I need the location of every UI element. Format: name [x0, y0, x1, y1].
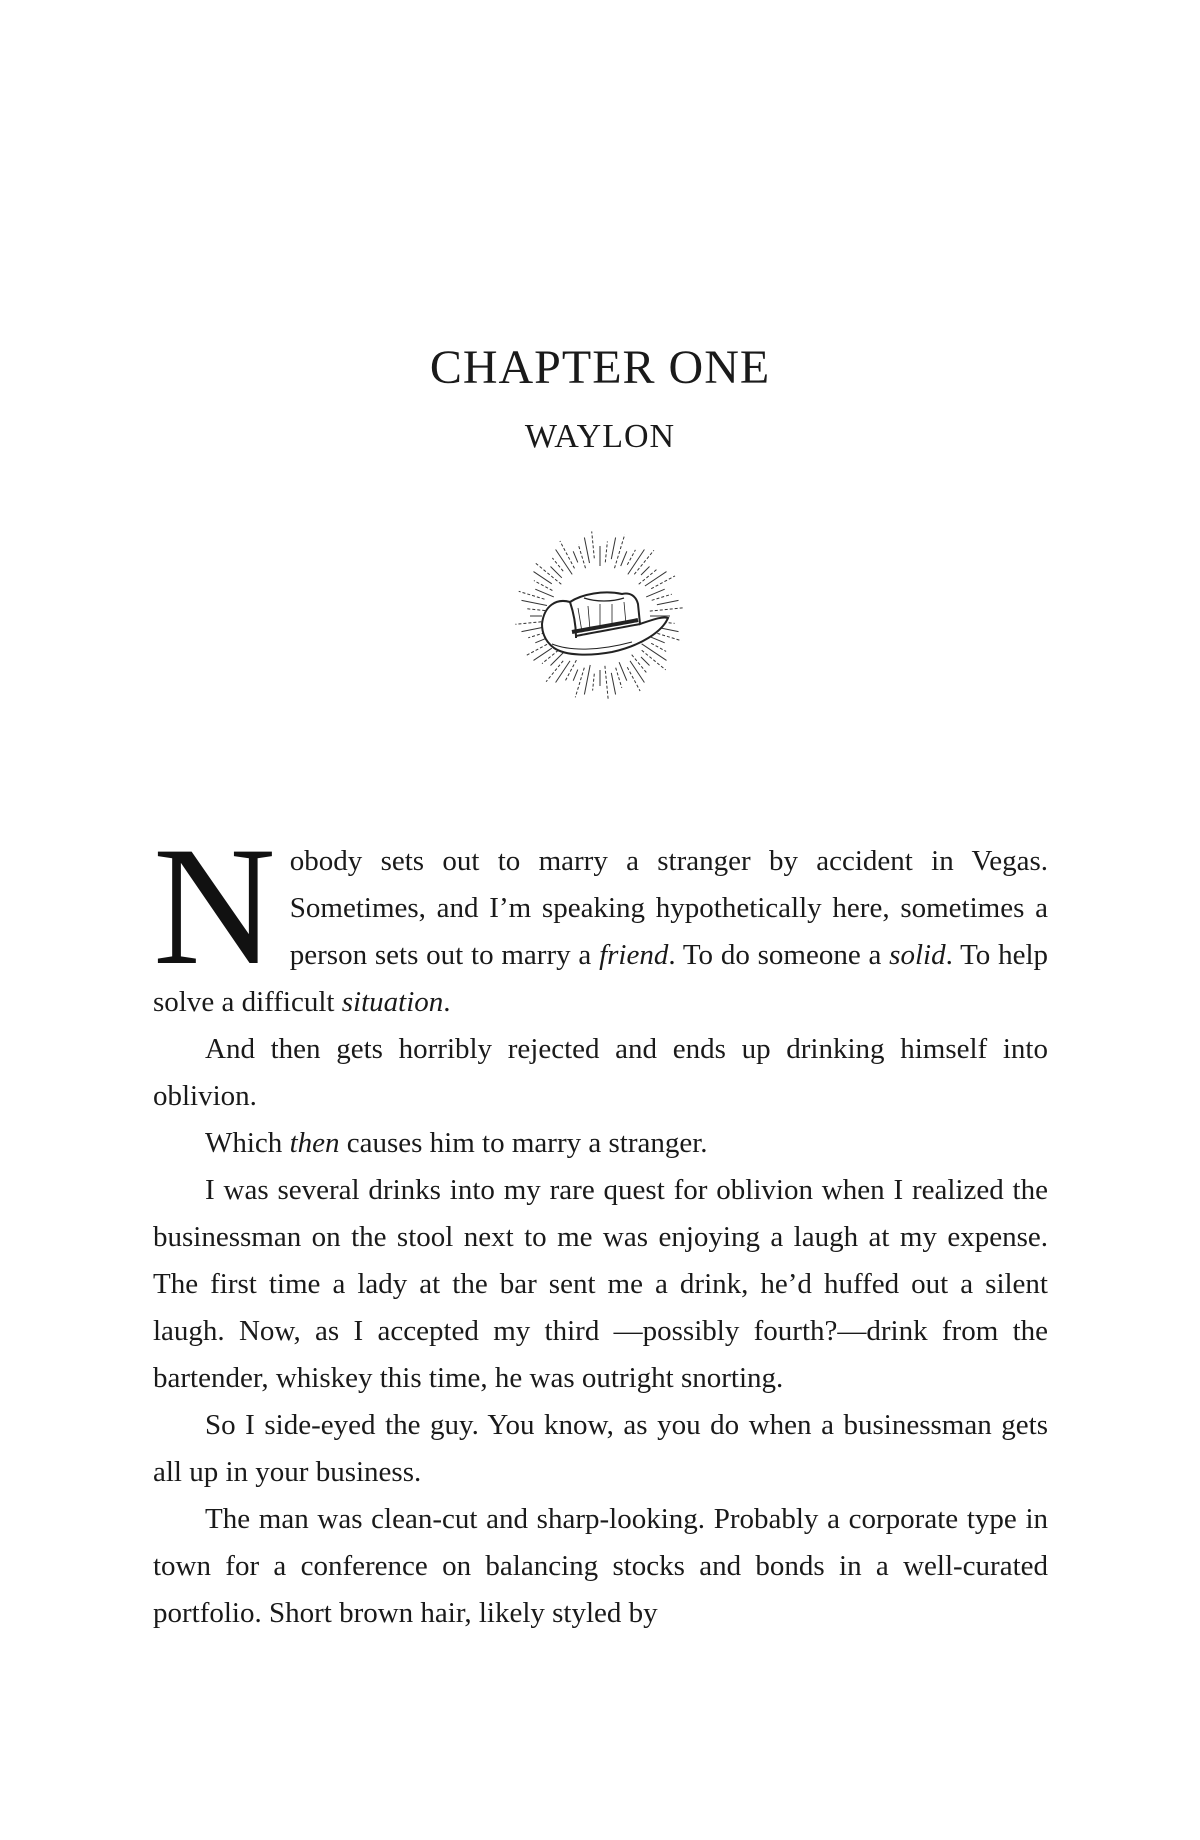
text-span: . To do someone a: [668, 939, 890, 971]
text-span: causes him to marry a stranger.: [339, 1127, 708, 1159]
emphasis: then: [289, 1127, 340, 1159]
emphasis: solid: [889, 939, 946, 971]
text-span: Which: [205, 1127, 290, 1159]
paragraph: And then gets horribly rejected and ends up drinking himself into oblivion.: [153, 1033, 1048, 1112]
cowboy-hat-icon: [512, 528, 688, 704]
paragraph: The man was clean-cut and sharp-looking. Probably a corporate type in town for a conference on balancing stocks and bonds in a well-curated portfolio. Short brown hair, likely styled by: [153, 1503, 1048, 1629]
drop-cap: N: [153, 812, 276, 1000]
body-text: [153, 812, 1048, 1637]
chapter-title: CHAPTER ONE: [429, 341, 771, 394]
paragraph: I was several drinks into my rare quest for oblivion when I realized the businessman on the stool next to me was enjoying a laugh at my expense. The first time a lady at the bar sent me a drink, he’d huffed out a silent laugh. Now, as I accepted my third —possibly fourth?—drink from the bartender, whiskey this time, he was outright snorting.: [153, 1174, 1048, 1394]
paragraph: [153, 1120, 1048, 1167]
paragraph: [153, 812, 1048, 1026]
paragraph: So I side-eyed the guy. You know, as you do when a businessman gets all up in your business.: [153, 1409, 1048, 1488]
text-span: obody sets out to marry a stranger by accident in Vegas. Sometimes, and I’m speaking hypothetically here, sometimes a person sets out to marry a: [289, 845, 1048, 971]
emphasis: situation: [341, 986, 444, 1018]
chapter-subtitle: WAYLON: [524, 418, 676, 455]
text-span: .: [443, 986, 451, 1018]
emphasis: friend: [599, 939, 669, 971]
text-span: . To help solve a difficult: [153, 939, 1048, 1018]
